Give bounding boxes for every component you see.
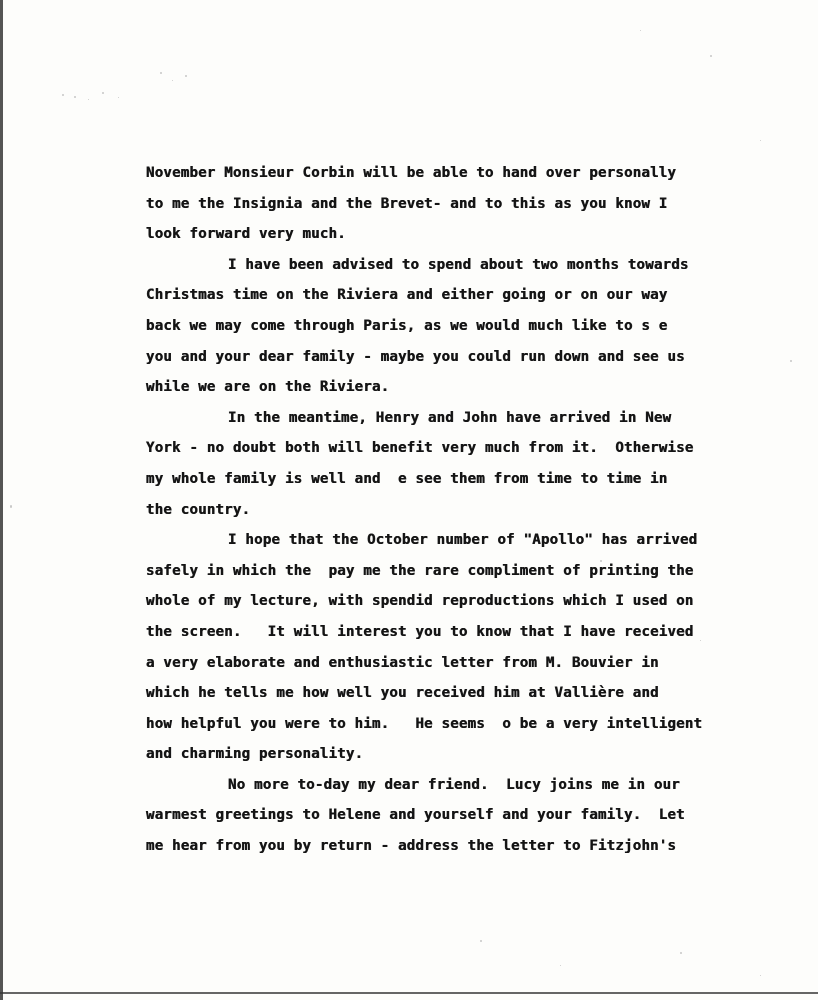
letter-line: while we are on the Riviera. xyxy=(146,379,390,396)
letter-line: back we may come through Paris, as we would much like to s e xyxy=(146,317,668,334)
letter-line: York - no doubt both will benefit very much from it. Otherwise xyxy=(146,440,694,457)
letter-line: me hear from you by return - address the letter to Fitzjohn's xyxy=(146,838,677,855)
letter-line: the country. xyxy=(146,501,251,518)
letter-line: In the meantime, Henry and John have arrived in New xyxy=(228,409,672,426)
letter-line: I have been advised to spend about two months towards xyxy=(228,256,689,273)
letter-line: my whole family is well and e see them from time to time in xyxy=(146,470,668,487)
letter-line: Christmas time on the Riviera and either going or on our way xyxy=(146,287,668,304)
letter-line: No more to-day my dear friend. Lucy joins me in our xyxy=(228,776,680,793)
scan-bottom-edge xyxy=(0,992,818,994)
letter-line: whole of my lecture, with spendid reproductions which I used on xyxy=(146,593,694,610)
letter-line: November Monsieur Corbin will be able to hand over personally xyxy=(146,165,677,181)
letter-line: a very elaborate and enthusiastic letter from M. Bouvier in xyxy=(146,654,659,671)
letter-line: and charming personality. xyxy=(146,746,364,763)
letter-line: how helpful you were to him. He seems o be a very intelligent xyxy=(146,715,703,732)
scan-left-edge xyxy=(0,0,3,1000)
letter-line: warmest greetings to Helene and yourself and your family. Let xyxy=(146,807,685,824)
letter-line: the screen. It will interest you to know that I have received xyxy=(146,623,694,640)
letter-line: you and your dear family - maybe you could run down and see us xyxy=(146,348,685,365)
letter-body xyxy=(146,158,806,862)
letter-line: safely in which the pay me the rare compliment of printing the xyxy=(146,562,694,579)
letter-line: look forward very much. xyxy=(146,226,346,243)
letter-line: which he tells me how well you received him at Vallière and xyxy=(146,685,659,702)
letter-line: to me the Insignia and the Brevet- and to this as you know I xyxy=(146,195,668,212)
letter-line: I hope that the October number of "Apollo" has arrived xyxy=(228,532,698,549)
